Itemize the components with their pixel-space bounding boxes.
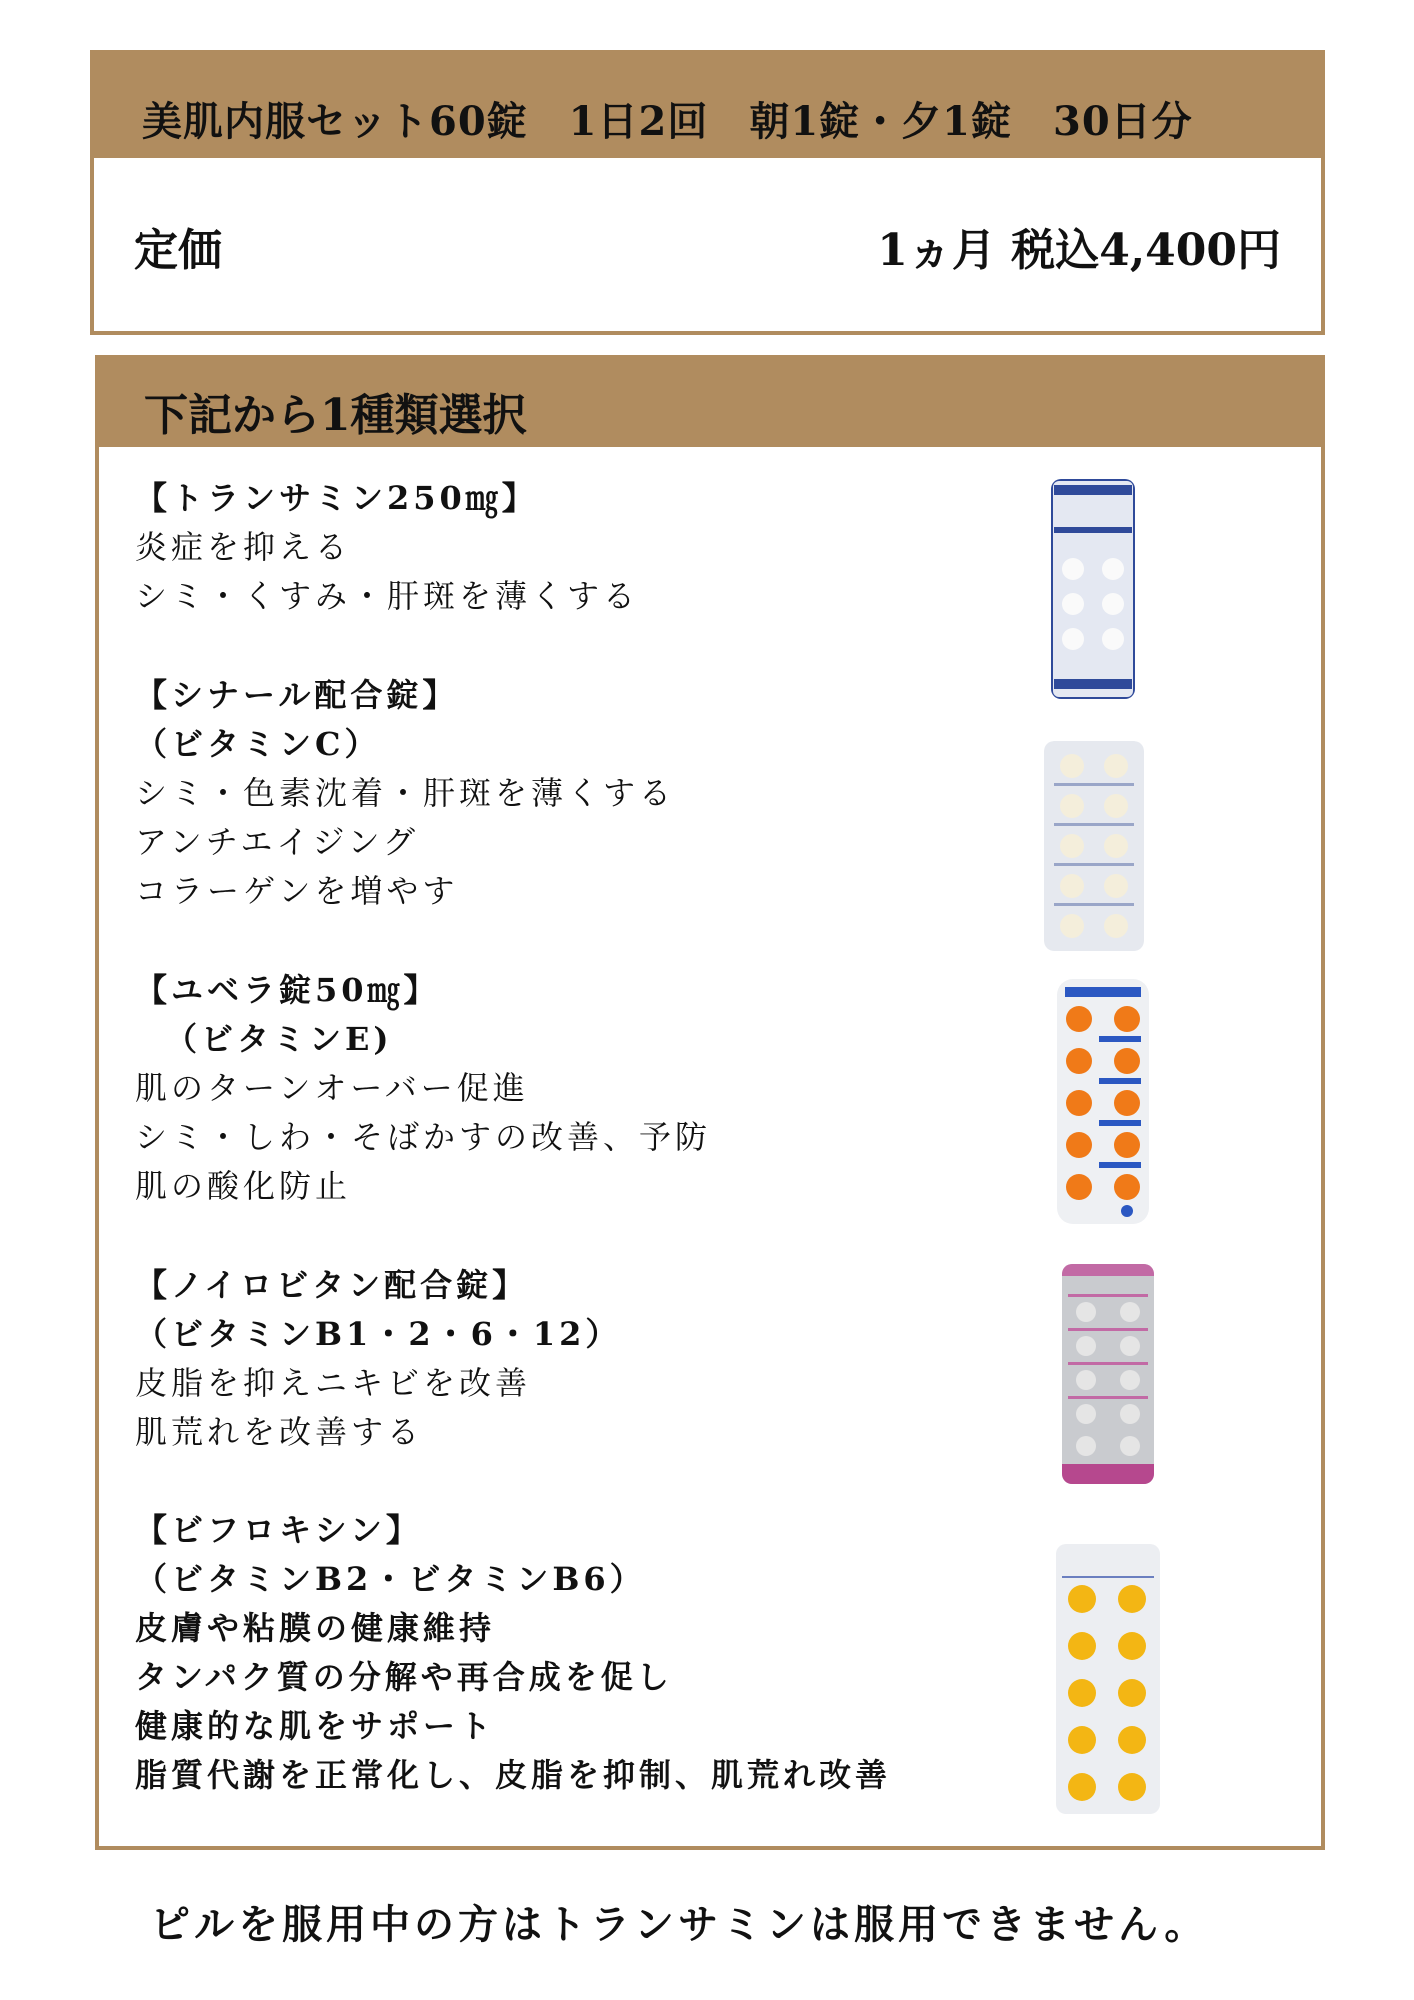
medicine-name: 【ユベラ錠50㎎】 bbox=[135, 971, 440, 1009]
transamin-blister-icon bbox=[1051, 479, 1135, 699]
medicine-vitamin: （ビタミンC） bbox=[135, 725, 381, 763]
selection-panel bbox=[95, 355, 1325, 1850]
price-label: 定価 bbox=[134, 225, 222, 276]
medicine-name: 【ビフロキシン】 bbox=[135, 1511, 422, 1549]
neurovitan-blister-icon bbox=[1062, 1264, 1154, 1484]
benefit-line: コラーゲンを増やす bbox=[135, 872, 459, 910]
cinal-blister-icon bbox=[1044, 741, 1144, 951]
price-row bbox=[94, 214, 1321, 274]
juvela-blister-icon bbox=[1057, 979, 1149, 1224]
benefit-line: 炎症を抑える bbox=[135, 528, 352, 566]
medicine-name: 【トランサミン250㎎】 bbox=[135, 479, 538, 517]
medicine-item bbox=[135, 966, 711, 1211]
medicine-item bbox=[135, 1506, 891, 1800]
price-panel bbox=[90, 50, 1325, 335]
medicine-vitamin: （ビタミンE) bbox=[165, 1020, 393, 1058]
footer-note: ピルを服用中の方はトランサミンは服用できません。 bbox=[150, 1901, 1209, 1948]
benefit-line: アンチエイジング bbox=[135, 823, 420, 861]
medicine-vitamin: （ビタミンB1・2・6・12） bbox=[135, 1315, 622, 1353]
biflaxin-blister-icon bbox=[1056, 1544, 1160, 1814]
benefit-line: 健康的な肌をサポート bbox=[135, 1707, 496, 1745]
plan-title: 美肌内服セット60錠 1日2回 朝1錠・夕1錠 30日分 bbox=[94, 54, 1321, 158]
medicine-vitamin: （ビタミンB2・ビタミンB6） bbox=[135, 1560, 646, 1598]
price-value: 1ヵ月 税込4,400円 bbox=[877, 225, 1281, 276]
medicine-name: 【ノイロビタン配合錠】 bbox=[135, 1266, 529, 1304]
benefit-line: 肌の酸化防止 bbox=[135, 1167, 352, 1205]
benefit-line: 肌のターンオーバー促進 bbox=[135, 1069, 529, 1107]
selection-title: 下記から1種類選択 bbox=[99, 359, 1321, 447]
benefit-line: 皮脂を抑えニキビを改善 bbox=[135, 1364, 532, 1402]
benefit-line: 肌荒れを改善する bbox=[135, 1413, 424, 1451]
medicine-name: 【シナール配合錠】 bbox=[135, 676, 459, 714]
benefit-line: シミ・色素沈着・肝斑を薄くする bbox=[135, 774, 676, 812]
benefit-line: シミ・くすみ・肝斑を薄くする bbox=[135, 577, 640, 615]
medicine-item bbox=[135, 474, 639, 621]
medicine-item bbox=[135, 671, 675, 916]
benefit-line: シミ・しわ・そばかすの改善、予防 bbox=[135, 1118, 712, 1156]
benefit-line: 皮膚や粘膜の健康維持 bbox=[135, 1609, 496, 1647]
medicine-item bbox=[135, 1261, 621, 1457]
benefit-line: タンパク質の分解や再合成を促し bbox=[135, 1658, 673, 1696]
benefit-line: 脂質代謝を正常化し、皮脂を抑制、肌荒れ改善 bbox=[135, 1756, 892, 1794]
